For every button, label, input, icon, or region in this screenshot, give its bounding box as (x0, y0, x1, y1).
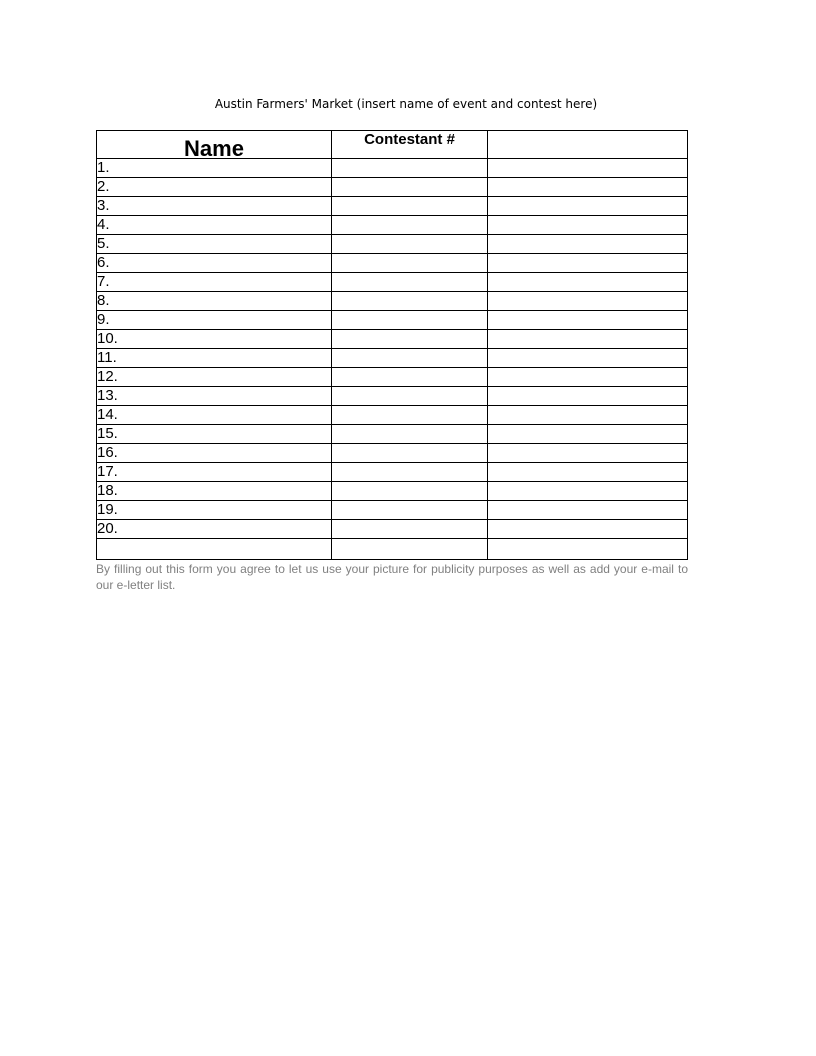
table-row (97, 444, 688, 463)
table-row (97, 330, 688, 349)
contestant-number-cell[interactable] (332, 235, 488, 254)
extra-cell[interactable] (488, 406, 688, 425)
contestant-number-cell[interactable] (332, 349, 488, 368)
contestant-number-cell[interactable] (332, 273, 488, 292)
contestant-number-cell[interactable] (332, 368, 488, 387)
table-row (97, 254, 688, 273)
extra-cell[interactable] (488, 368, 688, 387)
row-number: 16. (97, 444, 332, 463)
extra-cell[interactable] (488, 178, 688, 197)
table-header-row (97, 131, 688, 159)
contestant-number-cell[interactable] (332, 330, 488, 349)
table-row (97, 197, 688, 216)
table-row (97, 368, 688, 387)
table-row (97, 520, 688, 539)
contestant-number-cell[interactable] (332, 254, 488, 273)
contestant-number-cell[interactable] (332, 311, 488, 330)
row-number: 14. (97, 406, 332, 425)
table-row (97, 273, 688, 292)
extra-cell[interactable] (488, 425, 688, 444)
header-contestant-number: Contestant # (332, 131, 488, 159)
contestant-number-cell[interactable] (332, 539, 488, 560)
extra-cell[interactable] (488, 349, 688, 368)
contestant-number-cell[interactable] (332, 197, 488, 216)
row-number: 17. (97, 463, 332, 482)
contestant-number-cell[interactable] (332, 292, 488, 311)
row-number: 2. (97, 178, 332, 197)
contestant-number-cell[interactable] (332, 501, 488, 520)
contestant-number-cell[interactable] (332, 463, 488, 482)
contestant-number-cell[interactable] (332, 520, 488, 539)
row-number: 7. (97, 273, 332, 292)
contestant-number-cell[interactable] (332, 178, 488, 197)
row-number: 12. (97, 368, 332, 387)
row-number: 9. (97, 311, 332, 330)
table-row (97, 159, 688, 178)
table-row (97, 292, 688, 311)
contestant-table (96, 130, 688, 560)
table-row (97, 539, 688, 560)
row-number: 3. (97, 197, 332, 216)
extra-cell[interactable] (488, 539, 688, 560)
table-row (97, 387, 688, 406)
contestant-number-cell[interactable] (332, 444, 488, 463)
extra-cell[interactable] (488, 444, 688, 463)
row-number: 10. (97, 330, 332, 349)
table-row (97, 406, 688, 425)
extra-cell[interactable] (488, 463, 688, 482)
row-number: 1. (97, 159, 332, 178)
extra-cell[interactable] (488, 330, 688, 349)
extra-cell[interactable] (488, 501, 688, 520)
row-number: 13. (97, 387, 332, 406)
extra-cell[interactable] (488, 254, 688, 273)
row-number: 19. (97, 501, 332, 520)
extra-cell[interactable] (488, 311, 688, 330)
extra-cell[interactable] (488, 482, 688, 501)
extra-cell[interactable] (488, 159, 688, 178)
extra-cell[interactable] (488, 520, 688, 539)
contestant-number-cell[interactable] (332, 387, 488, 406)
table-row (97, 463, 688, 482)
row-number (97, 539, 332, 560)
contestant-number-cell[interactable] (332, 159, 488, 178)
contestant-number-cell[interactable] (332, 482, 488, 501)
table-row (97, 216, 688, 235)
row-number: 15. (97, 425, 332, 444)
header-blank (488, 131, 688, 159)
table-row (97, 482, 688, 501)
consent-note: By filling out this form you agree to let us use your picture for publicity purposes as well as add your e-mail to our e-letter list. (96, 562, 688, 592)
extra-cell[interactable] (488, 292, 688, 311)
row-number: 18. (97, 482, 332, 501)
contestant-number-cell[interactable] (332, 406, 488, 425)
page-title: Austin Farmers' Market (insert name of event and contest here) (214, 97, 598, 111)
table-row (97, 425, 688, 444)
header-name: Name (97, 131, 332, 159)
extra-cell[interactable] (488, 273, 688, 292)
row-number: 20. (97, 520, 332, 539)
row-number: 4. (97, 216, 332, 235)
row-number: 11. (97, 349, 332, 368)
row-number: 6. (97, 254, 332, 273)
table-row (97, 349, 688, 368)
row-number: 8. (97, 292, 332, 311)
table-row (97, 311, 688, 330)
extra-cell[interactable] (488, 235, 688, 254)
extra-cell[interactable] (488, 387, 688, 406)
row-number: 5. (97, 235, 332, 254)
table-row (97, 501, 688, 520)
table-row (97, 235, 688, 254)
contestant-number-cell[interactable] (332, 425, 488, 444)
contestant-number-cell[interactable] (332, 216, 488, 235)
extra-cell[interactable] (488, 216, 688, 235)
extra-cell[interactable] (488, 197, 688, 216)
table-row (97, 178, 688, 197)
